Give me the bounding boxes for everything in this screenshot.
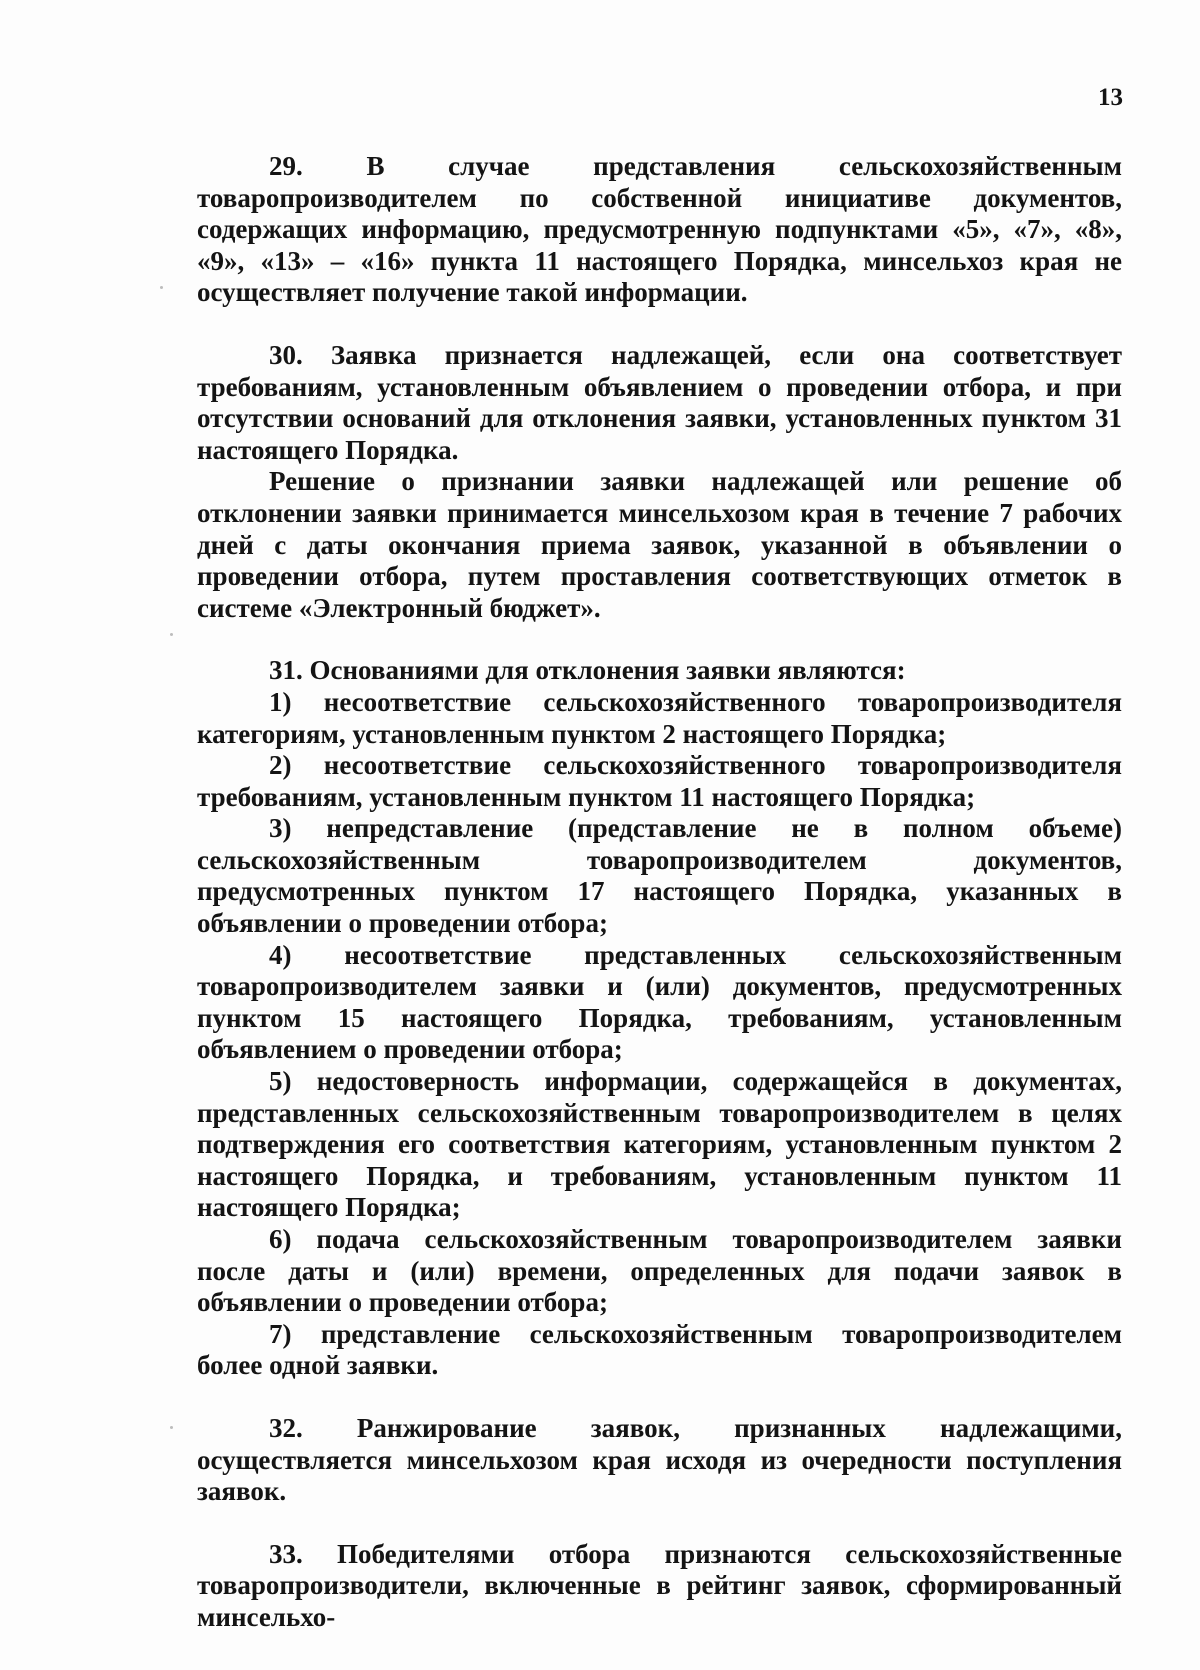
- scan-speck: [170, 1426, 173, 1429]
- list-item-31-4: 4) несоответствие представленных сельскохозяйственным товаропроизводителем заявки и (или) документов, предусмотренных пунктом 15 настоящего Порядка, требованиям, установленным объявлением о проведении отбора;: [197, 939, 1122, 1065]
- paragraph-32: 32. Ранжирование заявок, признанных надлежащими, осуществляется минсельхозом края исходя из очередности поступления заявок.: [197, 1412, 1122, 1507]
- list-item-31-5: 5) недостоверность информации, содержащейся в документах, представленных сельскохозяйственным товаропроизводителем в целях подтверждения его соответствия категориям, установленным пунктом 2 настоящего Порядка, и требованиям, установленным пунктом 11 настоящего Порядка;: [197, 1066, 1122, 1223]
- page-number: 13: [1098, 84, 1123, 111]
- list-item-31-7: 7) представление сельскохозяйственным товаропроизводителем более одной заявки.: [197, 1318, 1122, 1381]
- list-item-31-6: 6) подача сельскохозяйственным товаропроизводителем заявки после даты и (или) времени, определенных для подачи заявок в объявлении о проведении отбора;: [197, 1224, 1122, 1318]
- paragraph-29: 29. В случае представления сельскохозяйственным товаропроизводителем по собственной инициативе документов, содержащих информацию, предусмотренную подпунктами «5», «7», «8», «9», «13» – «16» пункта 11 настоящего Порядка, минсельхоз края не осуществляет получение такой информации.: [197, 151, 1122, 308]
- scan-speck: [160, 286, 163, 289]
- list-item-31-1: 1) несоответствие сельскохозяйственного товаропроизводителя категориям, установленным пунктом 2 настоящего Порядка;: [197, 686, 1122, 749]
- paragraph-30: 30. Заявка признается надлежащей, если она соответствует требованиям, установленным объявлением о проведении отбора, и при отсутствии оснований для отклонения заявки, установленных пунктом 31 настоящего Порядка.: [197, 339, 1122, 465]
- paragraph-30-decision: Решение о признании заявки надлежащей или решение об отклонении заявки принимается минсельхозом края в течение 7 рабочих дней с даты окончания приема заявок, указанной в объявлении о проведении отбора, путем проставления соответствующих отметок в системе «Электронный бюджет».: [197, 466, 1122, 623]
- paragraph-33: 33. Победителями отбора признаются сельскохозяйственные товаропроизводители, включенные в рейтинг заявок, сформированный минсельхо-: [197, 1538, 1122, 1632]
- list-item-31-2: 2) несоответствие сельскохозяйственного товаропроизводителя требованиям, установленным пунктом 11 настоящего Порядка;: [197, 750, 1122, 812]
- paragraph-31: 31. Основаниями для отклонения заявки являются:: [269, 655, 906, 686]
- scan-speck: [170, 633, 173, 636]
- list-item-31-3: 3) непредставление (представление не в полном объеме) сельскохозяйственным товаропроизводителем документов, предусмотренных пунктом 17 настоящего Порядка, указанных в объявлении о проведении отбора;: [197, 813, 1122, 939]
- document-body: [197, 151, 1122, 1634]
